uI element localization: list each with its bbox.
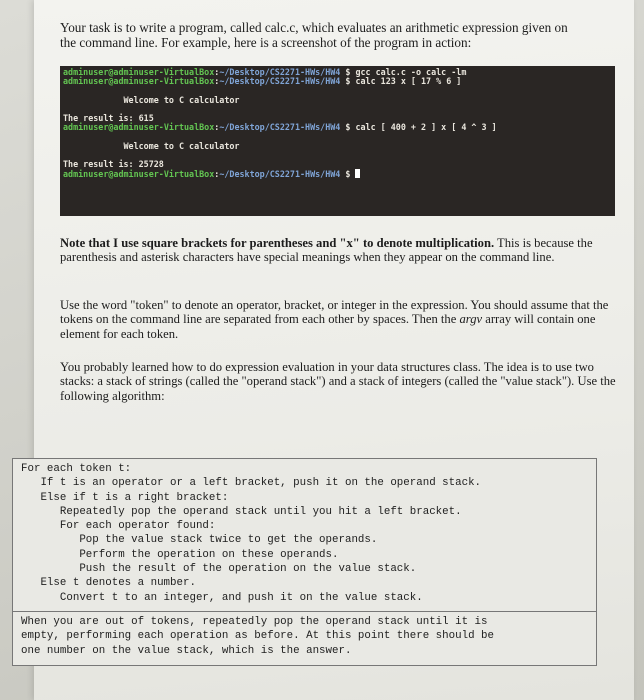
note-paragraph (60, 236, 618, 265)
terminal-command: $ calc 123 x [ 17 % 6 ] (340, 76, 462, 87)
token-paragraph (60, 298, 618, 341)
algorithm-line: For each operator found: (21, 520, 216, 533)
algorithm-lines (21, 462, 588, 605)
algorithm-intro-paragraph: You probably learned how to do expression evaluation in your data structures class. The idea is to use two stacks: a stack of strings (called the "operand stack") and a stack of integers (called the "value stack"). Use the following algorithm: (60, 360, 616, 403)
terminal-command: $ gcc calc.c -o calc -lm (340, 67, 467, 77)
terminal-line: adminuser@adminuser-VirtualBox:~/Desktop/CS2271-HWs/HW4 $ calc [ 400 + 2 ] x [ 4 ^ 3 ] (63, 122, 497, 133)
terminal-command: $ (340, 169, 356, 180)
algorithm-line: Pop the value stack twice to get the operands. (21, 534, 378, 547)
terminal-path: ~/Desktop/CS2271-HWs/HW4 (219, 76, 341, 87)
terminal-user: adminuser@adminuser-VirtualBox (63, 169, 215, 180)
algorithm-line: For each token t: (21, 463, 132, 475)
argv-term: argv (459, 312, 483, 327)
algorithm-line: Repeatedly pop the operand stack until you hit a left bracket. (21, 505, 462, 518)
intro-line-1: Your task is to write a program, called calc.c, which evaluates an arithmetic expression given on (60, 20, 568, 35)
algorithm-footer-line: When you are out of tokens, repeatedly pop the operand stack until it is (21, 615, 488, 628)
cursor-block (355, 169, 360, 178)
algorithm-footer (21, 615, 588, 658)
note-text: This is because the parenthesis and asterisk characters have special meanings when they appear on the command line. (60, 236, 593, 265)
intro-line-2: the command line. For example, here is a screenshot of the program in action: (60, 35, 472, 50)
terminal-screenshot (60, 66, 615, 216)
algorithm-line: Convert t to an integer, and push it on the value stack. (21, 591, 423, 604)
terminal-result: The result is: 25728 (63, 158, 164, 169)
terminal-path: ~/Desktop/CS2271-HWs/HW4 (219, 67, 341, 77)
algorithm-line: If t is an operator or a left bracket, push it on the operand stack. (21, 477, 482, 490)
algorithm-line: Push the result of the operation on the value stack. (21, 563, 417, 576)
terminal-result: The result is: 615 (63, 112, 154, 123)
terminal-welcome: Welcome to C calculator (63, 94, 240, 105)
terminal-user: adminuser@adminuser-VirtualBox (63, 122, 215, 133)
terminal-user: adminuser@adminuser-VirtualBox (63, 67, 215, 77)
algorithm-line: Perform the operation on these operands. (21, 548, 339, 561)
algorithm-line: Else if t is a right bracket: (21, 491, 229, 504)
terminal-line: adminuser@adminuser-VirtualBox:~/Desktop/CS2271-HWs/HW4 $ (63, 169, 612, 178)
terminal-welcome: Welcome to C calculator (63, 140, 240, 151)
terminal-path: ~/Desktop/CS2271-HWs/HW4 (219, 169, 341, 180)
algorithm-footer-line: empty, performing each operation as before. At this point there should be (21, 630, 494, 643)
note-bold-text: Note that I use square brackets for parentheses and "x" to denote multiplication. (60, 236, 495, 250)
intro-text (60, 20, 620, 50)
terminal-line: adminuser@adminuser-VirtualBox:~/Desktop/CS2271-HWs/HW4 $ calc 123 x [ 17 % 6 ] (63, 76, 462, 87)
algorithm-box (12, 458, 597, 666)
terminal-command: $ calc [ 400 + 2 ] x [ 4 ^ 3 ] (340, 122, 497, 133)
terminal-line: adminuser@adminuser-VirtualBox:~/Desktop/CS2271-HWs/HW4 $ gcc calc.c -o calc -lm (63, 67, 467, 77)
terminal-path: ~/Desktop/CS2271-HWs/HW4 (219, 122, 341, 133)
algorithm-divider (13, 611, 596, 612)
terminal-user: adminuser@adminuser-VirtualBox (63, 76, 215, 87)
algorithm-footer-line: one number on the value stack, which is the answer. (21, 644, 352, 657)
algorithm-line: Else t denotes a number. (21, 577, 196, 590)
token-text-a: Use the word "token" to denote an operator, bracket, or integer in the expression. You should assume that the tokens on the command line are separated from each other by spaces. Then the (60, 298, 609, 327)
token-text-b: array will contain one element for each token. (60, 312, 596, 341)
